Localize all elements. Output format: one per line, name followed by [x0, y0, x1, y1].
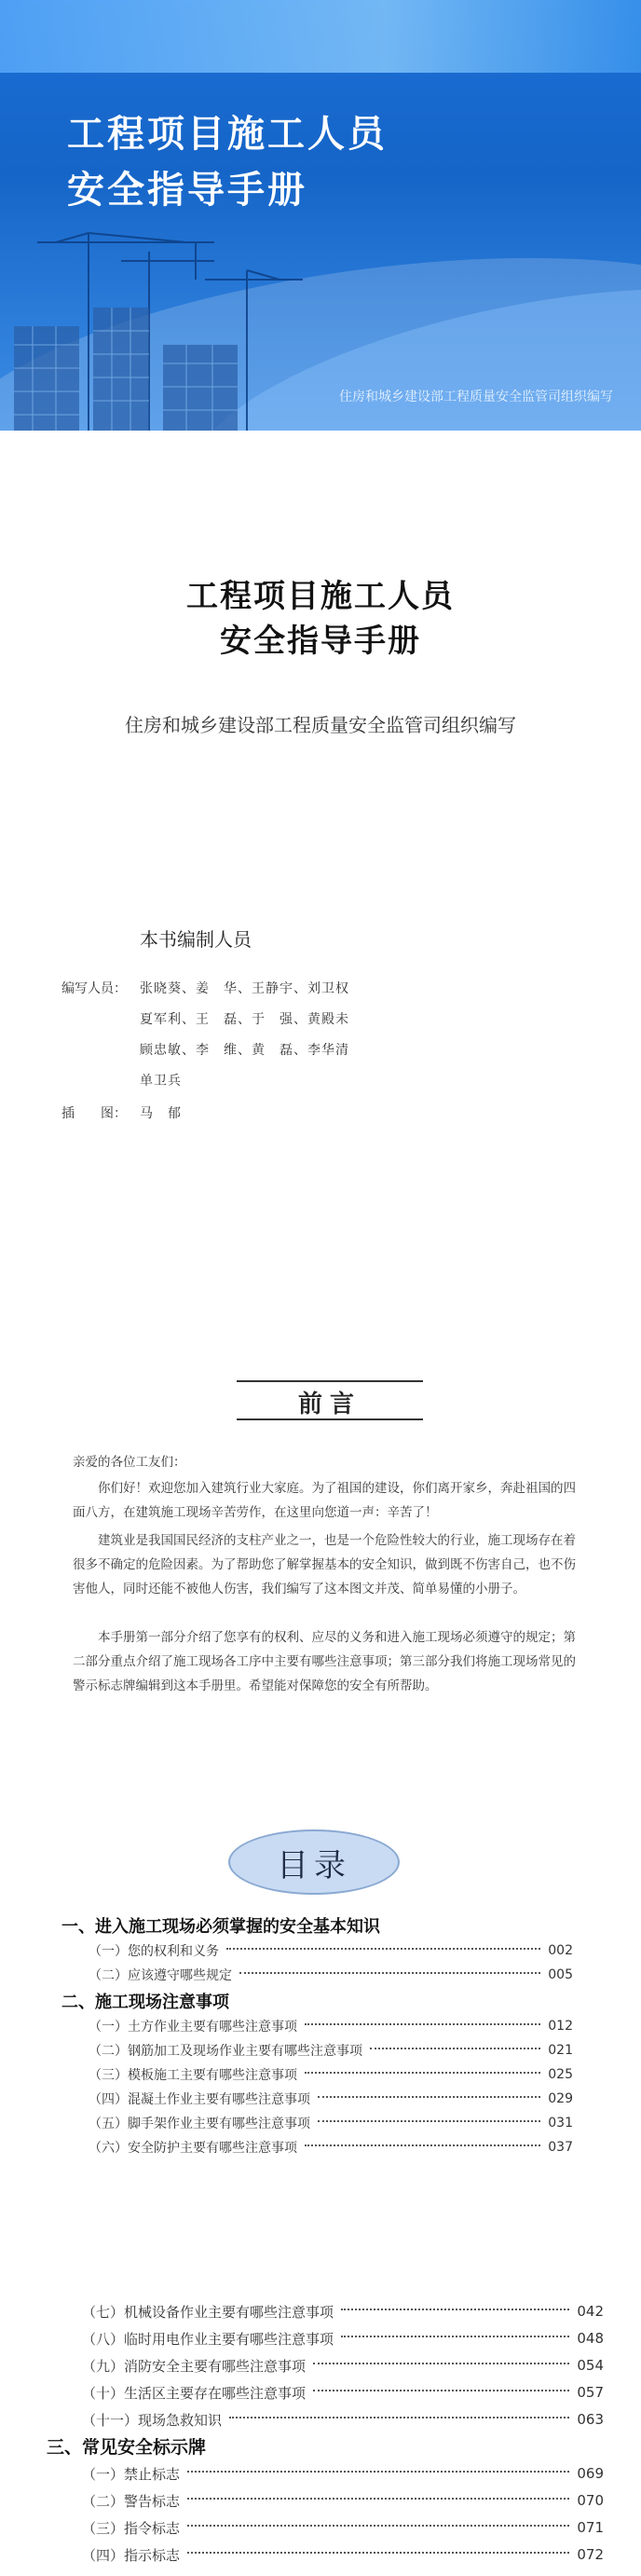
- toc-entry-label: （一）您的权利和义务: [89, 1944, 219, 1959]
- toc-entry-label: （三）指令标志: [82, 2519, 181, 2537]
- preface-paragraph: 本手册第一部分介绍了您享有的权利、应尽的义务和进入施工现场必须遵守的规定；第二部分重点介绍了施工现场各工序中主要有哪些注意事项；第三部分我们将施工现场常见的警示标志牌编辑到这本手册里。希望能对保障您的安全有所帮助。: [73, 1630, 576, 1693]
- toc-entry[interactable]: [89, 2087, 573, 2111]
- toc-entry[interactable]: [82, 2406, 604, 2432]
- toc-entry-label: （六）安全防护主要有哪些注意事项: [89, 2141, 297, 2156]
- toc-leader: [187, 2498, 569, 2500]
- construction-cranes-illustration: [0, 214, 307, 431]
- toc-entry[interactable]: [82, 2325, 604, 2351]
- toc-entry-page: 037: [548, 2140, 573, 2155]
- toc-entry[interactable]: [89, 1939, 573, 1963]
- toc-entry-label: （九）消防安全主要有哪些注意事项: [82, 2357, 307, 2375]
- editor-line: 夏军利、王 磊、于 强、黄殿未: [140, 1012, 349, 1027]
- cover-banner: [0, 0, 641, 431]
- illustrator-label: 插 图：: [61, 1106, 127, 1121]
- toc-leader: [226, 1948, 540, 1950]
- toc-leader: [187, 2552, 569, 2554]
- toc-entry-page: 057: [577, 2384, 604, 2401]
- toc-leader: [318, 2096, 540, 2098]
- toc-entry-page: 021: [548, 2043, 573, 2058]
- toc-leader: [229, 2417, 569, 2418]
- cover-top-band: [0, 0, 641, 73]
- editors-heading: 本书编制人员: [140, 928, 252, 951]
- toc-leader: [187, 2471, 569, 2473]
- preface-paragraph: 你们好！欢迎您加入建筑行业大家庭。为了祖国的建设，你们离开家乡，奔赴祖国的四面八方，在建筑施工现场辛苦劳作，在这里向您道一声：辛苦了！: [73, 1481, 576, 1520]
- preface-greeting: 亲爱的各位工友们：: [73, 1455, 186, 1470]
- toc-entry[interactable]: [89, 2014, 573, 2038]
- editor-line: 单卫兵: [140, 1074, 182, 1089]
- toc-entry[interactable]: [89, 2038, 573, 2062]
- toc-entry-label: （二）钢筋加工及现场作业主要有哪些注意事项: [89, 2044, 362, 2059]
- editor-line: 顾忠敏、李 维、黄 磊、李华清: [140, 1043, 349, 1058]
- toc-entry-label: （七）机械设备作业主要有哪些注意事项: [82, 2303, 334, 2321]
- toc-leader: [318, 2120, 540, 2122]
- toc-entry-page: 070: [577, 2492, 604, 2509]
- toc-entry[interactable]: [82, 2352, 604, 2378]
- toc-entry-page: 042: [577, 2303, 604, 2320]
- toc-entry[interactable]: [82, 2514, 604, 2541]
- toc-entry-page: 029: [548, 2091, 573, 2106]
- toc-entry-page: 048: [577, 2330, 604, 2347]
- preface-rule-top: [237, 1380, 423, 1382]
- toc-entry-label: （十）生活区主要存在哪些注意事项: [82, 2384, 307, 2402]
- toc-entry[interactable]: [82, 2542, 604, 2568]
- toc-leader: [305, 2144, 540, 2146]
- editors-label: 编写人员：: [61, 981, 127, 996]
- toc-entry[interactable]: [89, 2135, 573, 2159]
- toc-part-title: 三、常见安全标示牌: [47, 2437, 207, 2458]
- toc-leader: [341, 2309, 569, 2310]
- toc-entry-label: （四）指示标志: [82, 2546, 181, 2564]
- toc-leader: [305, 2072, 540, 2074]
- toc-leader: [305, 2023, 540, 2025]
- toc-entry[interactable]: [82, 2379, 604, 2405]
- toc-entry-label: （一）土方作业主要有哪些注意事项: [89, 2020, 297, 2035]
- toc-entry-label: （三）模板施工主要有哪些注意事项: [89, 2068, 297, 2083]
- toc-part-title: 一、进入施工现场必须掌握的安全基本知识: [61, 1917, 380, 1937]
- toc-entry[interactable]: [89, 1963, 573, 1987]
- toc-entry-label: （四）混凝土作业主要有哪些注意事项: [89, 2092, 310, 2107]
- toc-entry-page: 063: [577, 2411, 604, 2428]
- toc-entry[interactable]: [89, 2062, 573, 2087]
- book-title-line2: 安全指导手册: [220, 623, 421, 660]
- preface-title: 前言: [297, 1391, 361, 1418]
- toc-leader: [370, 2048, 540, 2049]
- toc-entry-page: 025: [548, 2067, 573, 2082]
- cover-title-line1: 工程项目施工人员: [67, 113, 388, 156]
- preface-paragraph: 建筑业是我国国民经济的支柱产业之一，也是一个危险性较大的行业，施工现场存在着很多不确定的危险因素。为了帮助您了解掌握基本的安全知识，做到既不伤害自己，也不伤害他人，同时还能不被他人伤害，我们编写了这本图文并茂、简单易懂的小册子。: [73, 1533, 576, 1596]
- toc-entry-page: 054: [577, 2357, 604, 2374]
- preface-rule-bottom: [237, 1418, 423, 1420]
- book-organization: 住房和城乡建设部工程质量安全监管司组织编写: [125, 714, 516, 736]
- toc-entry-label: （五）脚手架作业主要有哪些注意事项: [89, 2117, 310, 2131]
- toc-entry-page: 069: [577, 2465, 604, 2482]
- toc-leader: [187, 2525, 569, 2527]
- toc-leader: [313, 2390, 569, 2391]
- book-title-line1: 工程项目施工人员: [186, 578, 455, 615]
- toc-title: 目录: [277, 1846, 351, 1884]
- cover-subtitle: 住房和城乡建设部工程质量安全监管司组织编写: [339, 390, 613, 404]
- toc-entry[interactable]: [82, 2298, 604, 2324]
- toc-entry-page: 072: [577, 2546, 604, 2563]
- toc-leader: [313, 2363, 569, 2364]
- toc-leader: [239, 1972, 540, 1974]
- toc-entry-label: （二）警告标志: [82, 2492, 181, 2510]
- toc-entry-page: 071: [577, 2519, 604, 2536]
- toc-entry-label: （一）禁止标志: [82, 2465, 181, 2483]
- toc-entry-page: 031: [548, 2116, 573, 2131]
- toc-entry[interactable]: [89, 2111, 573, 2135]
- toc-entry-label: （十一）现场急救知识: [82, 2411, 223, 2429]
- toc-part-title: 二、施工现场注意事项: [61, 1993, 229, 2012]
- toc-entry[interactable]: [82, 2460, 604, 2487]
- toc-entry-label: （二）应该遵守哪些规定: [89, 1968, 232, 1983]
- cover-title-line2: 安全指导手册: [67, 169, 307, 212]
- toc-entry-page: 005: [548, 1967, 573, 1982]
- editor-line: 张晓葵、姜 华、王静宇、刘卫权: [140, 981, 349, 996]
- illustrator-name: 马 郁: [140, 1106, 182, 1121]
- toc-title-badge: [228, 1829, 400, 1895]
- toc-entry[interactable]: [82, 2487, 604, 2514]
- toc-leader: [341, 2336, 569, 2337]
- toc-entry-page: 012: [548, 2019, 573, 2034]
- toc-entry-page: 002: [548, 1943, 573, 1958]
- toc-entry-label: （八）临时用电作业主要有哪些注意事项: [82, 2330, 334, 2348]
